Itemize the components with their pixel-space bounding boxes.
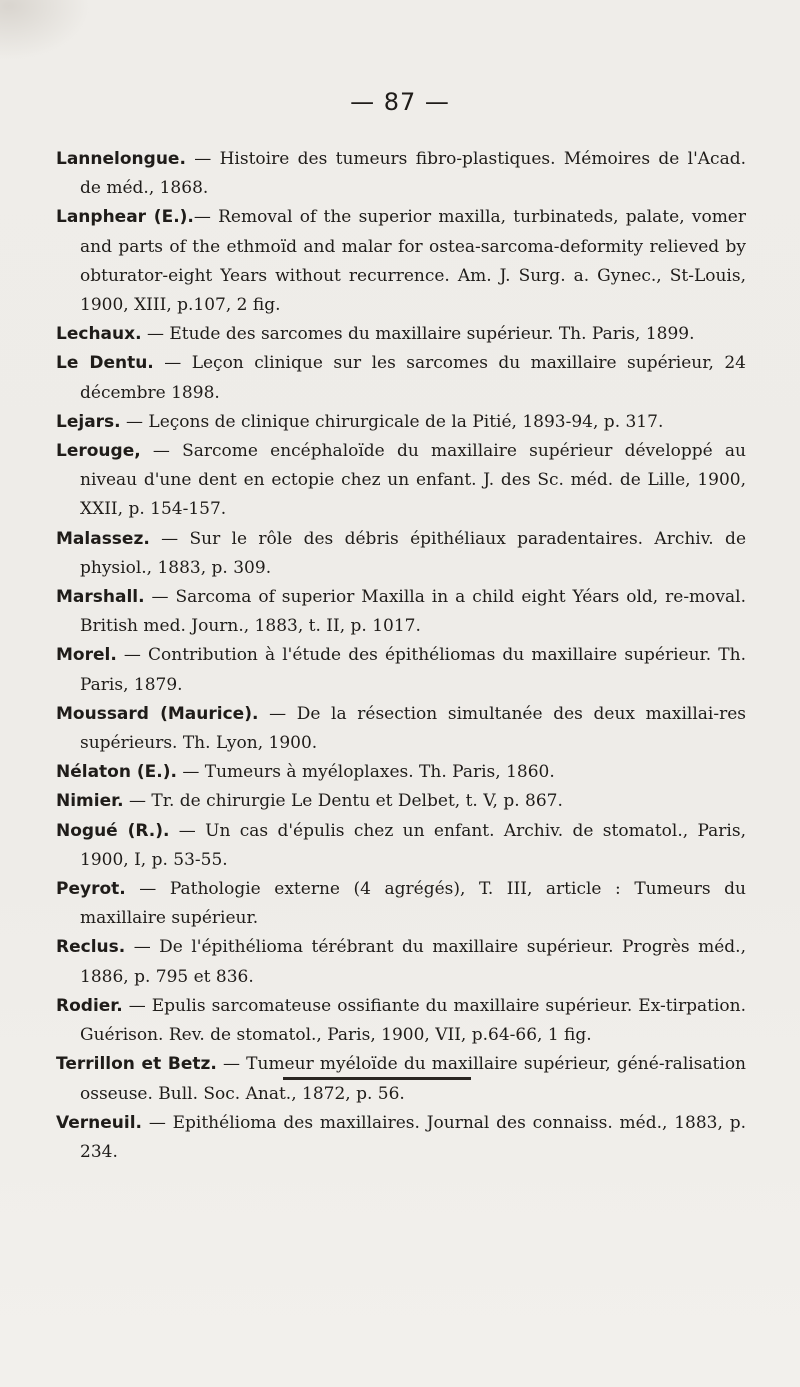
bibliography-entry	[56, 700, 746, 758]
entry-text: — Sur le rôle des débris épithéliaux paradentaires. Archiv. de physiol., 1883, p. 309.	[80, 528, 746, 578]
entry-text: — Etude des sarcomes du maxillaire supérieur. Th. Paris, 1899.	[141, 324, 695, 345]
bibliography-entry	[56, 875, 746, 933]
entry-author: Marshall.	[56, 587, 145, 608]
bibliography-entry	[56, 787, 746, 816]
bibliography-entry	[56, 203, 746, 320]
page-number: — 87 —	[350, 88, 450, 116]
bibliography-entry	[56, 1109, 746, 1167]
entry-author: Reclus.	[56, 937, 126, 958]
page-corner-stain	[0, 0, 90, 60]
entry-author: Nélaton (E.).	[56, 762, 177, 783]
entry-author: Verneuil.	[56, 1112, 142, 1133]
bibliography-entry	[56, 320, 746, 349]
entry-author: Terrillon et Betz.	[56, 1054, 217, 1075]
entry-text: — De la résection simultanée des deux maxillai-res supérieurs. Th. Lyon, 1900.	[80, 703, 747, 754]
entry-text: — Removal of the superior maxilla, turbinateds, palate, vomer and parts of the ethmoïd and malar for ostea-sarcoma-deformity relieved by obturator-eight Years without recurrence. Am. J. Surg. a. Gynec., St-Louis, 1900, XIII, p.107, 2 fig.	[80, 207, 746, 316]
entry-author: Lannelongue.	[56, 149, 186, 169]
entry-text: — De l'épithélioma térébrant du maxillaire supérieur. Progrès méd., 1886, p. 795 et 836.	[80, 937, 746, 987]
bibliography-entry	[56, 408, 746, 437]
entry-text: — Contribution à l'étude des épithéliomas du maxillaire supérieur. Th. Paris, 1879.	[80, 645, 746, 695]
entry-author: Morel.	[56, 645, 117, 666]
entry-text: — Tumeurs à myéloplaxes. Th. Paris, 1860.	[176, 762, 555, 783]
entry-author: Le Dentu.	[56, 353, 154, 374]
entry-text: — Leçons de clinique chirurgicale de la Pitié, 1893-94, p. 317.	[120, 411, 664, 432]
entry-author: Rodier.	[56, 995, 123, 1016]
bibliography-entry	[56, 992, 746, 1050]
entry-text: — Sarcoma of superior Maxilla in a child eight Yéars old, re-moval. British med. Journ., 1883, t. II, p. 1017.	[80, 587, 746, 637]
bibliography-entry	[56, 437, 746, 525]
entry-author: Lanphear (E.).	[56, 207, 194, 228]
entry-text: — Histoire des tumeurs fibro-plastiques. Mémoires de l'Acad. de méd., 1868.	[80, 149, 746, 199]
entry-author: Nogué (R.).	[56, 820, 170, 841]
entry-text: — Tumeur myéloïde du maxillaire supérieur, géné-ralisation osseuse. Bull. Soc. Anat., 1872, p. 56.	[80, 1054, 747, 1104]
bibliography-entry	[56, 583, 746, 641]
entry-author: Nimier.	[56, 791, 124, 812]
entry-text: — Leçon clinique sur les sarcomes du maxillaire supérieur, 24 décembre 1898.	[80, 353, 746, 403]
bibliography-entry	[56, 525, 746, 583]
entry-text: — Epithélioma des maxillaires. Journal des connaiss. méd., 1883, p. 234.	[80, 1112, 746, 1162]
entry-text: — Sarcome encéphaloïde du maxillaire supérieur développé au niveau d'une dent en ectopie chez un enfant. J. des Sc. méd. de Lille, 1900, XXII, p. 154-157.	[80, 441, 746, 520]
entry-author: Peyrot.	[56, 879, 126, 900]
entry-text: — Epulis sarcomateuse ossifiante du maxillaire supérieur. Ex-tirpation. Guérison. Rev. de stomatol., Paris, 1900, VII, p.64-66, 1 fig.	[80, 995, 746, 1046]
entry-author: Moussard (Maurice).	[56, 703, 259, 724]
bibliography-entry	[56, 349, 746, 407]
bibliography-entry	[56, 758, 746, 787]
bibliography-list	[56, 145, 746, 1167]
entry-text: — Un cas d'épulis chez un enfant. Archiv. de stomatol., Paris, 1900, I, p. 53-55.	[80, 820, 746, 870]
entry-author: Malassez.	[56, 528, 150, 549]
entry-text: — Tr. de chirurgie Le Dentu et Delbet, t. V, p. 867.	[123, 791, 563, 812]
entry-author: Lechaux.	[56, 324, 142, 345]
bibliography-entry	[56, 817, 746, 875]
entry-author: Lerouge,	[56, 441, 141, 462]
bibliography-entry	[56, 641, 746, 699]
bibliography-entry	[56, 933, 746, 991]
section-divider	[283, 1077, 471, 1080]
entry-author: Lejars.	[56, 411, 121, 432]
entry-text: — Pathologie externe (4 agrégés), T. III, article : Tumeurs du maxillaire supérieur.	[80, 879, 746, 929]
bibliography-entry	[56, 145, 746, 203]
